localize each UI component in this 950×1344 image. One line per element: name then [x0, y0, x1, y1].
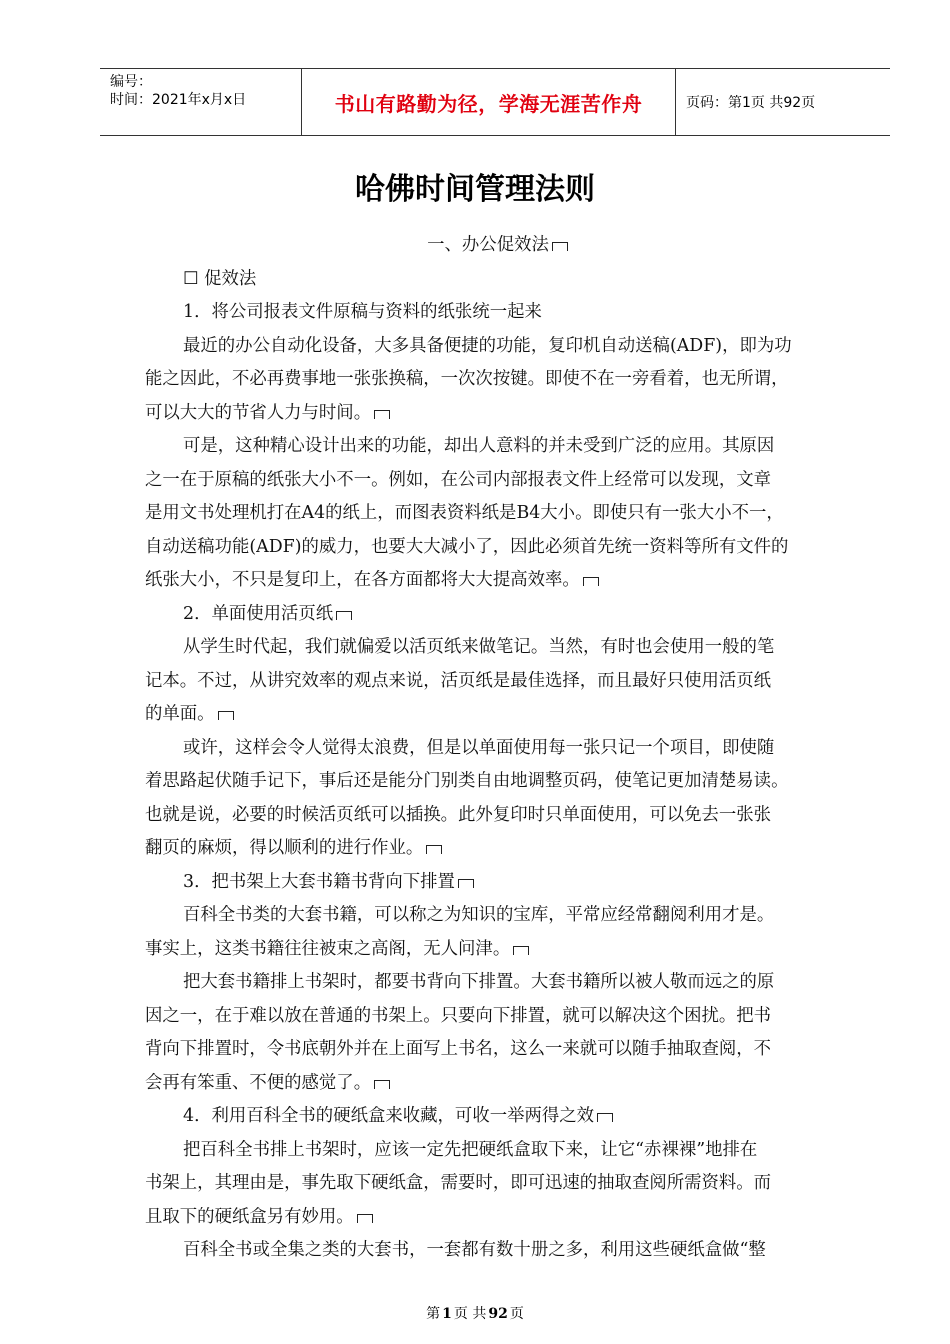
line-text: 百科全书类的大套书籍，可以称之为知识的宝库，平常应经常翻阅利用才是。: [183, 905, 775, 925]
line-text: 事实上，这类书籍往往被束之高阁，无人问津。: [145, 938, 511, 959]
document-title: 哈佛时间管理法则: [355, 172, 595, 207]
paragraph-line: [145, 363, 850, 397]
paragraph-mark-icon: [552, 242, 568, 251]
line-text: 把百科全书排上书架时，应该一定先把硬纸盒取下来，让它“赤裸裸”地排在: [183, 1139, 758, 1160]
paragraph-mark-icon: [597, 1113, 613, 1122]
header-page-info: 页码：第1页 共92页: [686, 95, 816, 111]
line-text: 也就是说，必要的时候活页纸可以插换。此外复印时只单面使用，可以免去一张张: [145, 804, 772, 825]
paragraph-line: [145, 564, 850, 598]
footer-suffix: 页: [509, 1306, 524, 1322]
paragraph-line: [145, 598, 850, 632]
paragraph-mark-icon: [336, 611, 352, 620]
line-text: 之一在于原稿的纸张大小不一。例如，在公司内部报表文件上经常可以发现，文章: [145, 469, 772, 490]
paragraph-line: [145, 1000, 850, 1034]
line-text: 或许，这样会令人觉得太浪费，但是以单面使用每一张只记一个项目，即使随: [183, 737, 775, 758]
line-text: 背向下排置时，令书底朝外并在上面写上书名，这么一来就可以随手抽取查阅，不: [145, 1039, 772, 1059]
line-text: 是用文书处理机打在A4的纸上，而图表资料纸是B4大小。即使只有一张大小不一，: [145, 503, 784, 523]
header-motto: 书山有路勤为径，学海无涯苦作舟: [302, 69, 676, 135]
document-header: [100, 68, 890, 136]
line-text: 百科全书或全集之类的大套书，一套都有数十册之多，利用这些硬纸盒做“整: [183, 1240, 766, 1260]
paragraph-mark-icon: [426, 845, 442, 854]
footer-middle: 页 共: [453, 1306, 487, 1322]
paragraph-line: [145, 866, 850, 900]
line-text: 可是，这种精心设计出来的功能，却出人意料的并未受到广泛的应用。其原因: [183, 436, 775, 456]
paragraph-line: [145, 1100, 850, 1134]
paragraph-line: [145, 665, 850, 699]
line-text: 最近的办公自动化设备，大多具备便捷的功能，复印机自动送稿(ADF)，即为功: [183, 335, 792, 356]
paragraph-mark-icon: [583, 577, 599, 586]
paragraph-mark-icon: [218, 711, 234, 720]
section-heading: 一、办公促效法: [145, 229, 850, 263]
paragraph-line: [145, 1067, 850, 1101]
paragraph-line: [145, 1134, 850, 1168]
paragraph-line: [145, 1167, 850, 1201]
line-text: 4．利用百科全书的硬纸盒来收藏，可收一举两得之效: [183, 1106, 595, 1126]
line-text: 1．将公司报表文件原稿与资料的纸张统一起来: [183, 302, 542, 322]
line-text: 3．把书架上大套书籍书背向下排置: [183, 871, 455, 892]
line-text: 书架上，其理由是，事先取下硬纸盒，需要时，即可迅速的抽取查阅所需资料。而: [145, 1173, 772, 1193]
line-text: 把大套书籍排上书架时，都要书背向下排置。大套书籍所以被人敬而远之的原: [183, 972, 775, 992]
paragraph-mark-icon: [357, 1214, 373, 1223]
paragraph-mark-icon: [513, 946, 529, 955]
footer-prefix: 第: [426, 1306, 441, 1322]
line-text: 能之因此，不必再费事地一张张换稿，一次次按键。即使不在一旁看着，也无所谓，: [145, 369, 789, 389]
paragraph-line: [145, 933, 850, 967]
paragraph-line: [145, 430, 850, 464]
paragraph-line: [145, 1234, 850, 1268]
header-meta: [100, 69, 302, 135]
paragraph-line: [145, 531, 850, 565]
line-text: 且取下的硬纸盒另有妙用。: [145, 1206, 354, 1227]
paragraph-line: [145, 330, 850, 364]
paragraph-mark-icon: [374, 410, 390, 419]
line-text: 从学生时代起，我们就偏爱以活页纸来做笔记。当然，有时也会使用一般的笔: [183, 637, 775, 657]
paragraph-line: [145, 765, 850, 799]
paragraph-line: [145, 296, 850, 330]
paragraph-line: [145, 497, 850, 531]
line-text: 着思路起伏随手记下，事后还是能分门别类自由地调整页码，使笔记更加清楚易读。: [145, 771, 789, 791]
date-label: 时间：2021年x月x日: [110, 92, 247, 108]
paragraph-line: [145, 899, 850, 933]
paragraph-mark-icon: [458, 879, 474, 888]
paragraph-line: [145, 1033, 850, 1067]
paragraph-mark-icon: [374, 1080, 390, 1089]
checkbox-list-item: ☐ 促效法: [183, 268, 257, 289]
paragraph-line: [145, 397, 850, 431]
line-text: 自动送稿功能(ADF)的威力，也要大大减小了，因此必须首先统一资料等所有文件的: [145, 536, 789, 557]
paragraph-line: [145, 698, 850, 732]
line-text: 纸张大小，不只是复印上，在各方面都将大大提高效率。: [145, 570, 580, 590]
document-body: [145, 229, 850, 1268]
paragraph-line: [145, 732, 850, 766]
line-text: 2．单面使用活页纸: [183, 603, 334, 624]
line-text: 会再有笨重、不便的感觉了。: [145, 1072, 372, 1093]
paragraph-line: [145, 631, 850, 665]
line-text: 的单面。: [145, 704, 215, 724]
footer-total-pages: 92: [488, 1306, 508, 1322]
paragraph-line: [145, 966, 850, 1000]
paragraph-line: [145, 464, 850, 498]
footer-page-number: 1: [442, 1306, 452, 1322]
line-text: 翻页的麻烦，得以顺利的进行作业。: [145, 838, 424, 858]
paragraph-line: [145, 1201, 850, 1235]
line-text: 因之一，在于难以放在普通的书架上。只要向下排置，就可以解决这个困扰。把书: [145, 1005, 772, 1026]
line-text: 记本。不过，从讲究效率的观点来说，活页纸是最佳选择，而且最好只使用活页纸: [145, 670, 772, 691]
paragraph-line: [145, 799, 850, 833]
page-footer: [0, 1303, 950, 1323]
serial-number-label: 编号：: [110, 74, 152, 90]
paragraph-line: [145, 832, 850, 866]
line-text: 可以大大的节省人力与时间。: [145, 402, 372, 423]
